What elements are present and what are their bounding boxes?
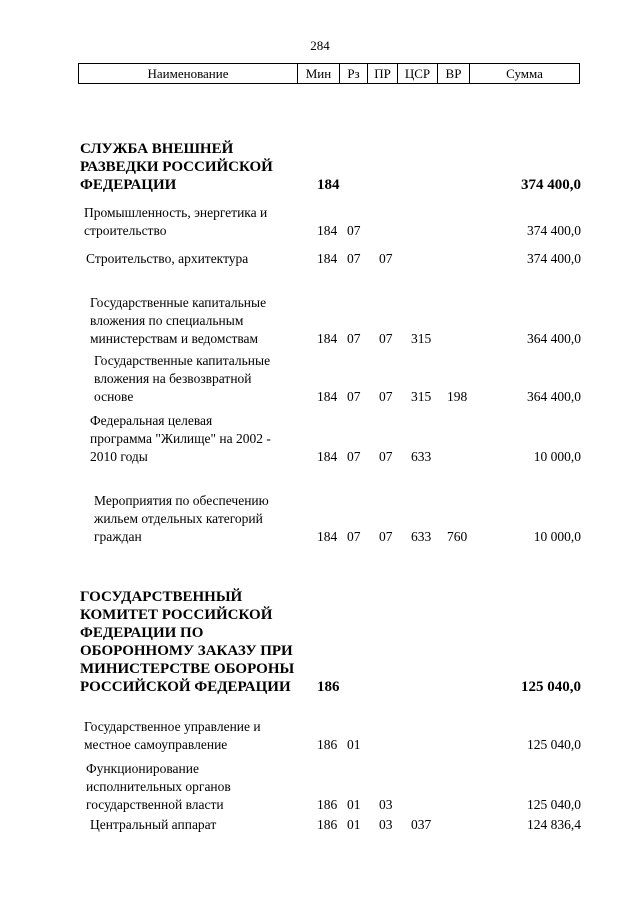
- row-name-line: ФЕДЕРАЦИИ: [80, 177, 177, 193]
- cell-rz: 07: [347, 331, 361, 346]
- header-sum: Сумма: [469, 64, 579, 83]
- row-name: [80, 588, 305, 696]
- cell-pr: 07: [379, 389, 393, 404]
- cell-csr: 037: [411, 817, 432, 832]
- cell-sum: 364 400,0: [527, 389, 581, 404]
- cell-rz: 07: [347, 529, 361, 544]
- row-name-line: Строительство, архитектура: [86, 251, 249, 266]
- cell-pr: 03: [379, 797, 393, 812]
- cell-rz: 01: [347, 817, 361, 832]
- header-pr: ПР: [367, 64, 397, 83]
- cell-min: 186: [317, 797, 338, 812]
- row-name-line: Государственные капитальные: [94, 353, 271, 368]
- row-name-line: министерствам и ведомствам: [90, 331, 259, 346]
- cell-sum: 10 000,0: [533, 529, 581, 544]
- table-header: [78, 63, 580, 84]
- cell-rz: 07: [347, 449, 361, 464]
- row-name-line: граждан: [94, 529, 142, 544]
- row-name: [86, 760, 311, 814]
- row-name-line: КОМИТЕТ РОССИЙСКОЙ: [80, 607, 273, 623]
- cell-min: 184: [317, 331, 338, 346]
- cell-min: 184: [317, 223, 338, 238]
- cell-sum: 374 400,0: [527, 223, 581, 238]
- row-name: [84, 204, 309, 240]
- row-name: [90, 294, 315, 348]
- row-name: [94, 492, 319, 546]
- row-name: [80, 140, 305, 194]
- row-name-line: Центральный аппарат: [90, 817, 217, 832]
- row-name-line: строительство: [84, 223, 167, 238]
- row-name-line: СЛУЖБА ВНЕШНЕЙ: [80, 141, 234, 157]
- cell-pr: 03: [379, 817, 393, 832]
- cell-min: 184: [317, 177, 340, 193]
- cell-rz: 01: [347, 737, 361, 752]
- row-name-line: основе: [94, 389, 134, 404]
- cell-rz: 07: [347, 251, 361, 266]
- page-number: 284: [310, 38, 330, 53]
- header-csr: ЦСР: [397, 64, 437, 83]
- row-name-line: Государственные капитальные: [90, 295, 267, 310]
- row-name-line: Функционирование: [86, 761, 199, 776]
- cell-csr: 633: [411, 449, 432, 464]
- row-name-line: Мероприятия по обеспечению: [94, 493, 269, 508]
- header-name: Наименование: [147, 66, 229, 81]
- cell-rz: 07: [347, 389, 361, 404]
- row-name-line: Федеральная целевая: [90, 413, 213, 428]
- cell-vr: 760: [447, 529, 468, 544]
- row-name-line: МИНИСТЕРСТВЕ ОБОРОНЫ: [80, 661, 295, 677]
- row-name-line: программа "Жилище" на 2002 -: [90, 431, 271, 446]
- row-name-line: исполнительных органов: [86, 779, 231, 794]
- row-name-line: 2010 годы: [90, 449, 148, 464]
- row-name-line: РОССИЙСКОЙ ФЕДЕРАЦИИ: [80, 679, 291, 695]
- cell-sum: 374 400,0: [521, 177, 581, 193]
- cell-min: 184: [317, 529, 338, 544]
- row-name-line: вложения по специальным: [90, 313, 244, 328]
- cell-sum: 124 836,4: [527, 817, 581, 832]
- row-name: [94, 352, 319, 406]
- row-name: [86, 250, 311, 268]
- row-name: [90, 816, 315, 834]
- header-rz: Рз: [339, 64, 367, 83]
- row-name-line: вложения на безвозвратной: [94, 371, 252, 386]
- row-name-line: ОБОРОННОМУ ЗАКАЗУ ПРИ: [80, 643, 293, 659]
- cell-csr: 633: [411, 529, 432, 544]
- row-name-line: РАЗВЕДКИ РОССИЙСКОЙ: [80, 159, 273, 175]
- row-name-line: жильем отдельных категорий: [94, 511, 263, 526]
- cell-sum: 374 400,0: [527, 251, 581, 266]
- cell-min: 186: [317, 817, 338, 832]
- cell-min: 184: [317, 449, 338, 464]
- cell-rz: 01: [347, 797, 361, 812]
- cell-pr: 07: [379, 251, 393, 266]
- cell-sum: 364 400,0: [527, 331, 581, 346]
- cell-sum: 125 040,0: [521, 679, 581, 695]
- cell-min: 184: [317, 251, 338, 266]
- cell-min: 186: [317, 737, 338, 752]
- row-name: [84, 718, 309, 754]
- row-name: [90, 412, 315, 466]
- cell-min: 184: [317, 389, 338, 404]
- header-min: Мин: [297, 64, 339, 83]
- cell-min: 186: [317, 679, 340, 695]
- cell-csr: 315: [411, 331, 432, 346]
- row-name-line: ФЕДЕРАЦИИ ПО: [80, 625, 204, 641]
- cell-sum: 125 040,0: [527, 797, 581, 812]
- cell-csr: 315: [411, 389, 432, 404]
- cell-pr: 07: [379, 529, 393, 544]
- row-name-line: ГОСУДАРСТВЕННЫЙ: [80, 589, 243, 605]
- header-vr: ВР: [437, 64, 469, 83]
- row-name-line: Государственное управление и: [84, 719, 261, 734]
- row-name-line: государственной власти: [86, 797, 224, 812]
- cell-pr: 07: [379, 449, 393, 464]
- cell-pr: 07: [379, 331, 393, 346]
- row-name-line: Промышленность, энергетика и: [84, 205, 268, 220]
- cell-vr: 198: [447, 389, 468, 404]
- row-name-line: местное самоуправление: [84, 737, 228, 752]
- cell-sum: 125 040,0: [527, 737, 581, 752]
- cell-sum: 10 000,0: [533, 449, 581, 464]
- cell-rz: 07: [347, 223, 361, 238]
